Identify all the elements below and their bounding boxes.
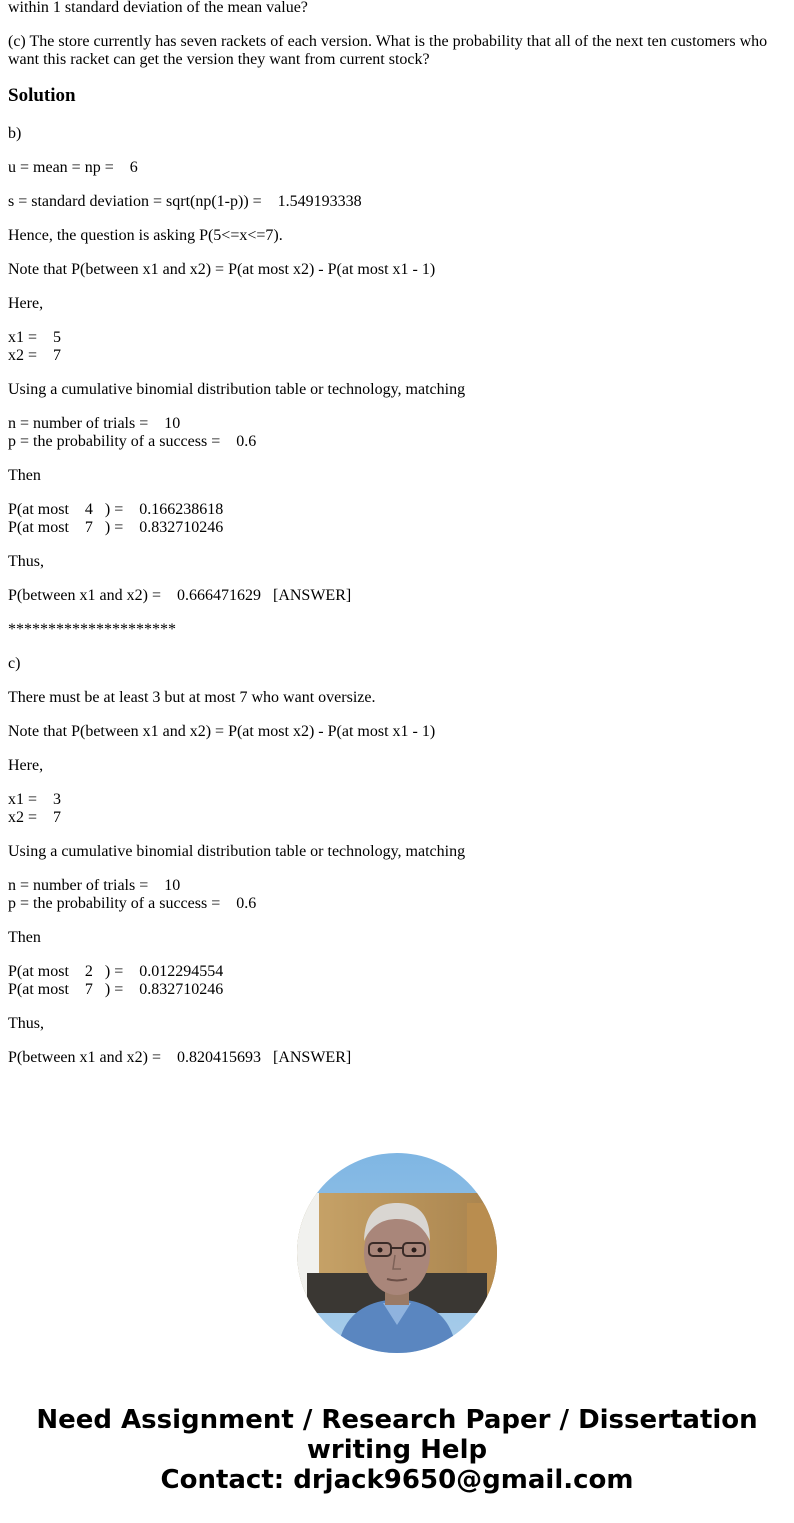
question-part-c: (c) The store currently has seven rackets of each version. What is the probability that all of the next ten customers who want this racket can get the version they want from current stock? xyxy=(8,33,772,68)
promo-line-1: Need Assignment / Research Paper / Dissertation xyxy=(36,1405,758,1435)
part-b-label: b) xyxy=(8,125,22,142)
part-c-answer: P(between x1 and x2) = 0.820415693 [ANSWER] xyxy=(8,1049,352,1066)
part-c-x1: x1 = 3 xyxy=(8,791,62,808)
part-c-atmost-1: P(at most 2 ) = 0.012294554 xyxy=(8,963,224,980)
part-c-x2: x2 = 7 xyxy=(8,809,62,826)
part-c-thus: Thus, xyxy=(8,1015,44,1032)
promo-banner xyxy=(0,1405,794,1495)
part-b-params xyxy=(8,415,784,451)
part-b-n: n = number of trials = 10 xyxy=(8,415,181,432)
part-c-x-values xyxy=(8,791,784,827)
part-b-answer: P(between x1 and x2) = 0.666471629 [ANSWER] xyxy=(8,587,352,604)
part-c-n: n = number of trials = 10 xyxy=(8,877,181,894)
part-c-then: Then xyxy=(8,929,41,946)
part-c-params xyxy=(8,877,784,913)
tutor-avatar xyxy=(297,1153,497,1353)
part-c-atmost-2: P(at most 7 ) = 0.832710246 xyxy=(8,981,224,998)
part-b-using: Using a cumulative binomial distribution table or technology, matching xyxy=(8,381,466,398)
part-b-asking: Hence, the question is asking P(5<=x<=7). xyxy=(8,227,283,244)
part-b-cumulative xyxy=(8,501,784,537)
part-b-x2: x2 = 7 xyxy=(8,347,62,364)
part-b-note: Note that P(between x1 and x2) = P(at most x2) - P(at most x1 - 1) xyxy=(8,261,436,278)
part-b-p: p = the probability of a success = 0.6 xyxy=(8,433,257,450)
part-b-x1: x1 = 5 xyxy=(8,329,62,346)
part-c-p: p = the probability of a success = 0.6 xyxy=(8,895,257,912)
part-c-cumulative xyxy=(8,963,784,999)
part-c-here: Here, xyxy=(8,757,44,774)
solution-heading: Solution xyxy=(8,85,76,106)
separator: ********************* xyxy=(8,621,176,638)
promo-line-2: writing Help xyxy=(306,1435,488,1465)
part-c-note: Note that P(between x1 and x2) = P(at most x2) - P(at most x1 - 1) xyxy=(8,723,436,740)
part-b-atmost-1: P(at most 4 ) = 0.166238618 xyxy=(8,501,224,518)
tutor-portrait-image xyxy=(297,1153,497,1353)
promo-contact: Contact: drjack9650@gmail.com xyxy=(160,1465,634,1495)
part-b-here: Here, xyxy=(8,295,44,312)
part-b-sd: s = standard deviation = sqrt(np(1-p)) = 1.549193338 xyxy=(8,193,362,210)
part-b-thus: Thus, xyxy=(8,553,44,570)
part-c-label: c) xyxy=(8,655,21,672)
part-b-mean: u = mean = np = 6 xyxy=(8,159,138,176)
solution-document xyxy=(8,0,784,1083)
part-b-then: Then xyxy=(8,467,41,484)
part-b-atmost-2: P(at most 7 ) = 0.832710246 xyxy=(8,519,224,536)
part-c-using: Using a cumulative binomial distribution table or technology, matching xyxy=(8,843,466,860)
part-c-intro: There must be at least 3 but at most 7 who want oversize. xyxy=(8,689,376,706)
question-part-b-tail: within 1 standard deviation of the mean value? xyxy=(8,0,308,16)
part-b-x-values xyxy=(8,329,784,365)
